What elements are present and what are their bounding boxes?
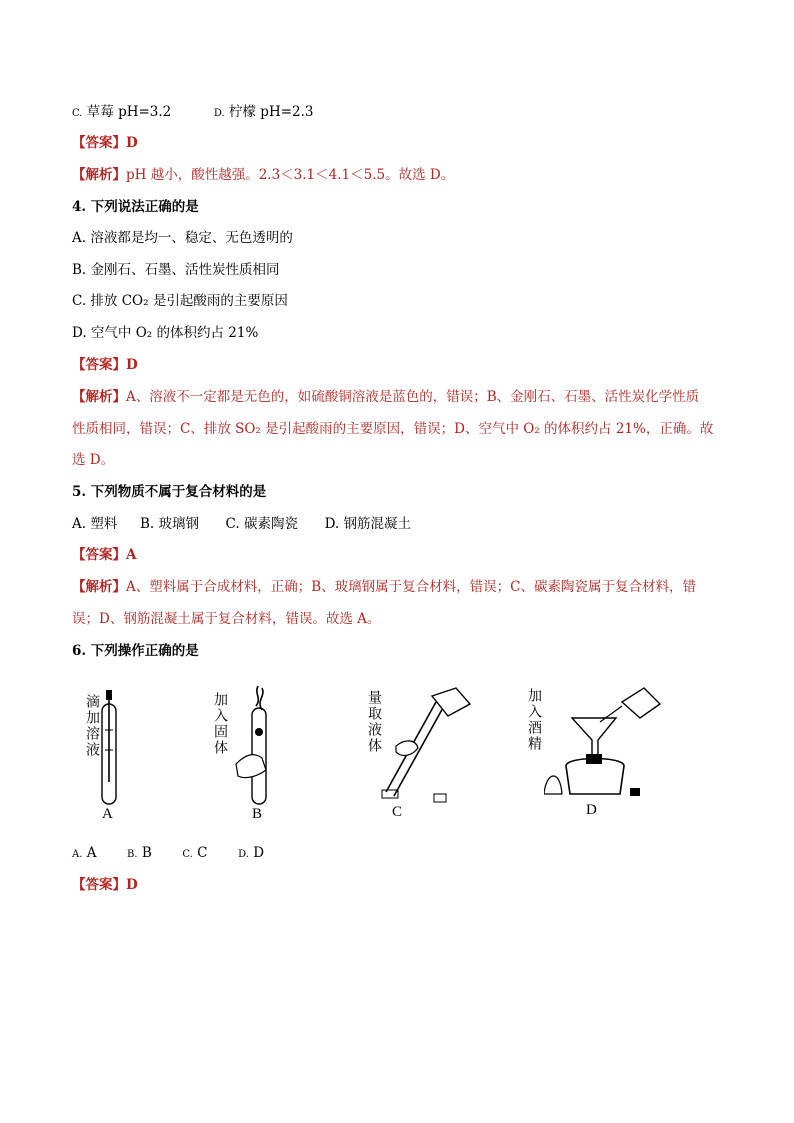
analysis-label: 【解析】 — [72, 579, 126, 595]
q4-stem — [72, 198, 199, 216]
answer-value: A — [126, 547, 137, 563]
figure-c-label: C — [392, 804, 403, 820]
analysis-text: A、塑料属于合成材料，正确；B、玻璃钢属于复合材料，错误；C、碳素陶瓷属于复合材料，错 — [126, 579, 696, 595]
question-number: 6. — [72, 643, 87, 659]
figure-a-caption: 滴加溶液 — [84, 694, 100, 758]
figure-b-test-tube — [232, 684, 280, 808]
q4-analysis-2: 性质相同，错误；C、排放 SO₂ 是引起酸雨的主要原因，错误；D、空气中 O₂ 的体积约占 21%，正确。故 — [72, 421, 714, 437]
answer-label: 【答案】 — [72, 357, 126, 373]
q5-option-b: B. 玻璃钢 — [139, 516, 199, 532]
q4-analysis-1 — [72, 388, 699, 406]
question-stem: 下列物质不属于复合材料的是 — [90, 484, 267, 500]
figure-a-dropper-tube — [96, 690, 126, 808]
q4-answer — [72, 356, 138, 374]
q6-stem — [72, 642, 199, 660]
q3-opt-d-letter: D. — [213, 108, 225, 119]
q6-choice-a: A — [86, 845, 97, 861]
q4-option-b: B. 金刚石、石墨、活性炭性质相同 — [72, 262, 280, 278]
q4-option-d: D. 空气中 O₂ 的体积约占 21% — [72, 325, 259, 341]
answer-label: 【答案】 — [72, 877, 126, 893]
q6-choice-c: C — [197, 845, 208, 861]
question-number: 4. — [72, 199, 87, 215]
q5-option-a: A. 塑料 — [72, 516, 118, 532]
q6-choice-d-letter: D. — [238, 849, 249, 860]
q6-choice-b: B — [141, 845, 152, 861]
q6-choice-c-letter: C. — [182, 849, 193, 860]
figure-c-caption: 量取液体 — [366, 690, 382, 754]
q3-answer — [72, 134, 138, 152]
figure-d-caption: 加入酒精 — [526, 688, 542, 752]
analysis-label: 【解析】 — [72, 389, 126, 405]
figure-d-alcohol-lamp — [544, 682, 670, 804]
q3-opt-d-text: 柠檬 pH=2.3 — [229, 104, 314, 120]
q6-choice-d: D — [253, 845, 265, 861]
question-stem: 下列操作正确的是 — [90, 643, 199, 659]
q4-option-c: C. 排放 CO₂ 是引起酸雨的主要原因 — [72, 293, 288, 309]
figure-a-label: A — [102, 806, 113, 822]
analysis-text: pH 越小，酸性越强。2.3＜3.1＜4.1＜5.5。故选 D。 — [126, 167, 455, 183]
answer-label: 【答案】 — [72, 547, 126, 563]
answer-value: D — [126, 357, 138, 373]
q5-option-d: D. 钢筋混凝土 — [324, 516, 412, 532]
q4-option-a: A. 溶液都是均一、稳定、无色透明的 — [72, 230, 293, 246]
q3-opt-c-letter: C. — [72, 108, 83, 119]
figure-b-caption: 加入固体 — [212, 692, 228, 756]
q6-choice-a-letter: A. — [72, 849, 83, 860]
q5-stem — [72, 483, 266, 501]
figure-c-cylinder — [374, 682, 484, 804]
q5-answer — [72, 546, 136, 564]
figure-d-label: D — [586, 802, 597, 818]
q3-opt-c-text: 草莓 pH=3.2 — [86, 104, 172, 120]
q6-choice-b-letter: B. — [127, 849, 138, 860]
q6-choices — [72, 844, 264, 864]
q3-analysis — [72, 166, 454, 184]
question-stem: 下列说法正确的是 — [90, 199, 199, 215]
q5-analysis-2: 误；D、钢筋混凝土属于复合材料，错误。故选 A。 — [72, 611, 381, 627]
answer-label: 【答案】 — [72, 135, 126, 151]
q6-answer — [72, 876, 138, 894]
q5-option-c: C. 碳素陶瓷 — [225, 516, 298, 532]
analysis-label: 【解析】 — [72, 167, 126, 183]
q4-analysis-3: 选 D。 — [72, 452, 115, 468]
figure-b-label: B — [252, 806, 263, 822]
q5-analysis-1 — [72, 578, 696, 596]
answer-value: D — [126, 135, 138, 151]
q5-options — [72, 515, 411, 533]
question-number: 5. — [72, 484, 87, 500]
q3-options — [72, 103, 314, 123]
answer-value: D — [126, 877, 138, 893]
analysis-text: A、溶液不一定都是无色的，如硫酸铜溶液是蓝色的，错误；B、金刚石、石墨、活性炭化学性质 — [126, 389, 700, 405]
